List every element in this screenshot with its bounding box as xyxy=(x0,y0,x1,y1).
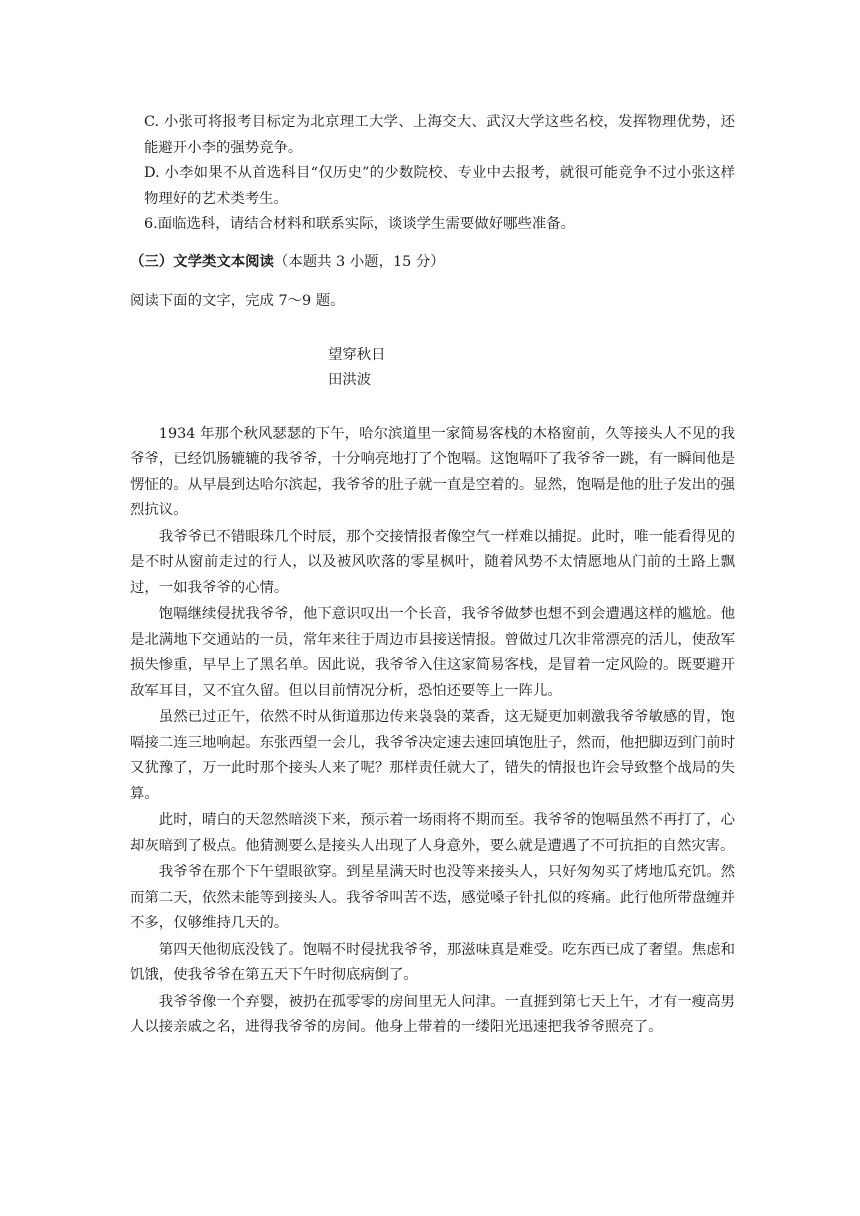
document-content xyxy=(130,110,735,1042)
article-paragraph: 此时，晴白的天忽然暗淡下来，预示着一场雨将不期而至。我爷爷的饱嗝虽然不再打了，心却灰暗到了极点。他猜测要么是接头人出现了人身意外，要么就是遭遇了不可抗拒的自然灾害。 xyxy=(130,812,735,854)
article-paragraph: 我爷爷已不错眼珠几个时辰，那个交接情报者像空气一样难以捕捉。此时，唯一能看得见的是不时从窗前走过的行人，以及被风吹落的零星枫叶，随着风势不太情愿地从门前的土路上飘过，一如我爷爷的心情。 xyxy=(130,528,735,596)
article-paragraph: 虽然已过正午，依然不时从街道那边传来袅袅的菜香，这无疑更加刺激我爷爷敏感的胃，饱嗝接二连三地响起。东张西望一会儿，我爷爷决定速去速回填饱肚子，然而，他把脚迈到门前时又犹豫了，万一此时那个接头人来了呢？那样责任就大了，错失的情报也许会导致整个战局的失算。 xyxy=(130,709,735,802)
section-title: （三）文学类文本阅读 xyxy=(130,252,274,270)
article-title: 望穿秋日 xyxy=(328,346,386,363)
section-heading xyxy=(130,249,735,276)
reading-instruction: 阅读下面的文字，完成 7～9 题。 xyxy=(130,293,345,309)
option-d: D. 小李如果不从首选科目“仅历史”的少数院校、专业中去报考，就很可能竞争不过小张这样物理好的艺术类考生。 xyxy=(144,165,735,207)
article-body xyxy=(130,422,735,1041)
article-paragraph: 第四天他彻底没钱了。饱嗝不时侵扰我爷爷，那滋味真是难受。吃东西已成了奢望。焦虑和饥饿，使我爷爷在第五天下午时彻底病倒了。 xyxy=(130,941,735,983)
option-c: C. 小张可将报考目标定为北京理工大学、上海交大、武汉大学这些名校，发挥物理优势，还能避开小李的强势竞争。 xyxy=(144,114,735,156)
article-paragraph: 1934 年那个秋风瑟瑟的下午，哈尔滨道里一家简易客栈的木格窗前，久等接头人不见的我爷爷，已经饥肠辘辘的我爷爷，十分响亮地打了个饱嗝。这饱嗝吓了我爷爷一跳，有一瞬间他是愣怔的。从早晨到达哈尔滨起，我爷爷的肚子就一直是空着的。显然，饱嗝是他的肚子发出的强烈抗议。 xyxy=(130,425,735,518)
article-author: 田洪波 xyxy=(328,372,372,388)
article-header xyxy=(328,343,735,394)
article-paragraph: 我爷爷在那个下午望眼欲穿。到星星满天时也没等来接头人，只好匆匆买了烤地瓜充饥。然而第二天，依然未能等到接头人。我爷爷叫苦不迭，感觉嗓子针扎似的疼痛。此行他所带盘缠并不多，仅够维持几天的。 xyxy=(130,864,735,931)
section-note: （本题共 3 小题，15 分） xyxy=(273,253,445,270)
article-paragraph: 我爷爷像一个弃婴，被扔在孤零零的房间里无人问津。一直捱到第七天上午，才有一瘦高男人以接亲戚之名，进得我爷爷的房间。他身上带着的一缕阳光迅速把我爷爷照亮了。 xyxy=(130,993,735,1035)
question-6: 6.面临选科，请结合材料和联系实际，谈谈学生需要做好哪些准备。 xyxy=(144,216,576,232)
article-paragraph: 饱嗝继续侵扰我爷爷，他下意识叹出一个长音，我爷爷做梦也想不到会遭遇这样的尴尬。他是北满地下交通站的一员，常年来往于周边市县接送情报。曾做过几次非常漂亮的活儿，使敌军损失惨重，早早上了黑名单。因此说，我爷爷入住这家简易客栈，是冒着一定风险的。既要避开敌军耳目，又不宜久留。但以目前情况分析，恐怕还要等上一阵儿。 xyxy=(130,606,735,699)
